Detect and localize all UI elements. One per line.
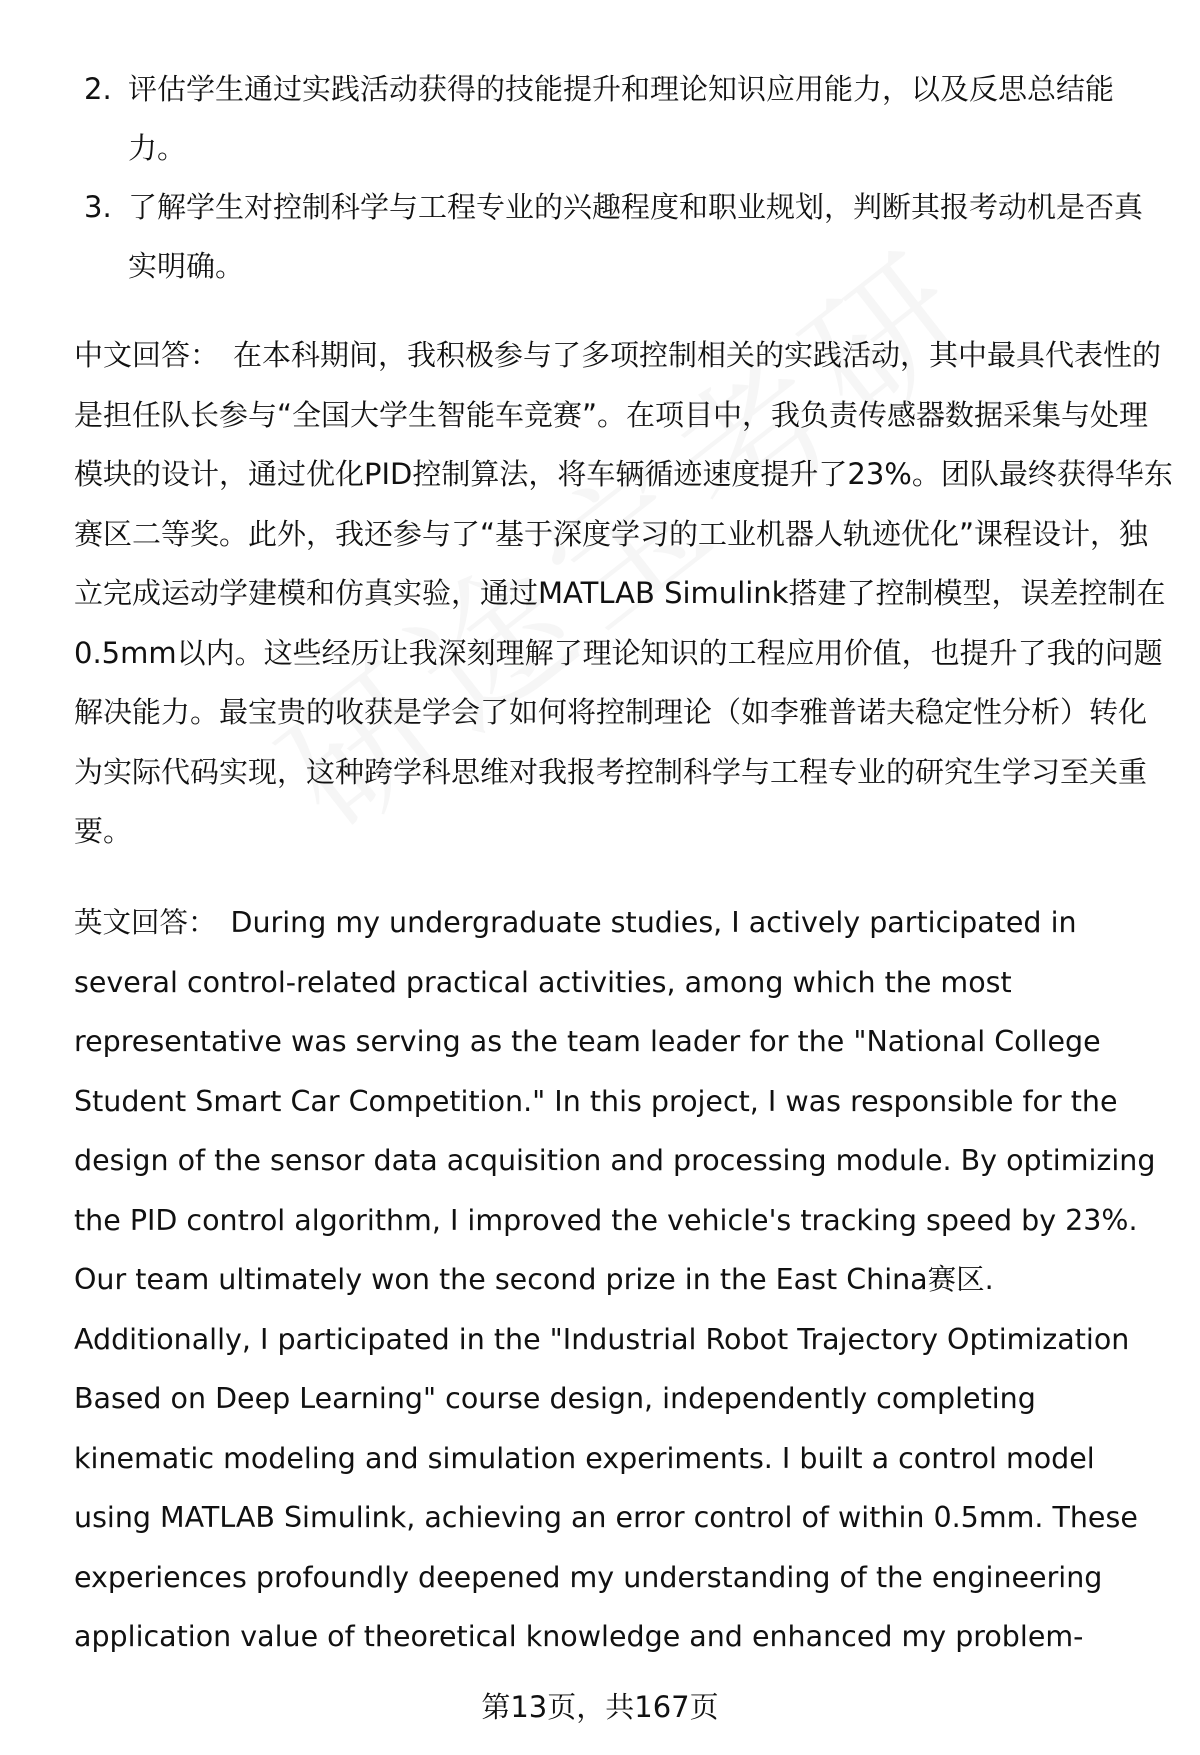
chinese-answer-paragraph [74, 326, 1174, 862]
english-answer-label: 英文回答： [74, 906, 217, 939]
goal-number: 3. [84, 190, 112, 224]
goal-item [74, 60, 1164, 178]
evaluation-goals-list [74, 60, 1164, 296]
chinese-answer-text: 在本科期间，我积极参与了多项控制相关的实践活动，其中最具代表性的是担任队长参与“全国大学生智能车竞赛”。在项目中，我负责传感器数据采集与处理模块的设计，通过优化PID控制算法，将车辆循迹速度提升了23%。团队最终获得华东赛区二等奖。此外，我还参与了“基于深度学习的工业机器人轨迹优化”课程设计，独立完成运动学建模和仿真实验，通过MATLAB Simulink搭建了控制模型，误差控制在0.5mm以内。这些经历让我深刻理解了理论知识的工程应用价值，也提升了我的问题解决能力。最宝贵的收获是学会了如何将控制理论（如李雅普诺夫稳定性分析）转化为实际代码实现，这种跨学科思维对我报考控制科学与工程专业的研究生学习至关重要。 [74, 338, 1173, 848]
page-number-footer: 第13页，共167页 [481, 1690, 719, 1724]
goal-item [74, 178, 1164, 296]
chinese-answer-label: 中文回答： [74, 338, 220, 372]
goal-text: 评估学生通过实践活动获得的技能提升和理论知识应用能力，以及反思总结能力。 [128, 72, 1115, 165]
english-answer-paragraph [74, 893, 1174, 1667]
english-answer-text: During my undergraduate studies, I actively participated in several control-related practical activities, among which the most representative was serving as the team leader for the "National College Student Smart Car Competition." In this project, I was responsible for the design of the sensor data acquisition and processing module. By optimizing the PID control algorithm, I improved the vehicle's tracking speed by 23%. Our team ultimately won the second prize in the East China赛区. Additionally, I participated in the "Industrial Robot Trajectory Optimization Based on Deep Learning" course design, independently completing kinematic modeling and simulation experiments. I built a control model using MATLAB Simulink, achieving an error control of within 0.5mm. These experiences profoundly deepened my understanding of the engineering application value of theoretical knowledge and enhanced my problem- [74, 906, 1156, 1653]
goal-number: 2. [84, 72, 112, 106]
goal-text: 了解学生对控制科学与工程专业的兴趣程度和职业规划，判断其报考动机是否真实明确。 [128, 190, 1144, 283]
